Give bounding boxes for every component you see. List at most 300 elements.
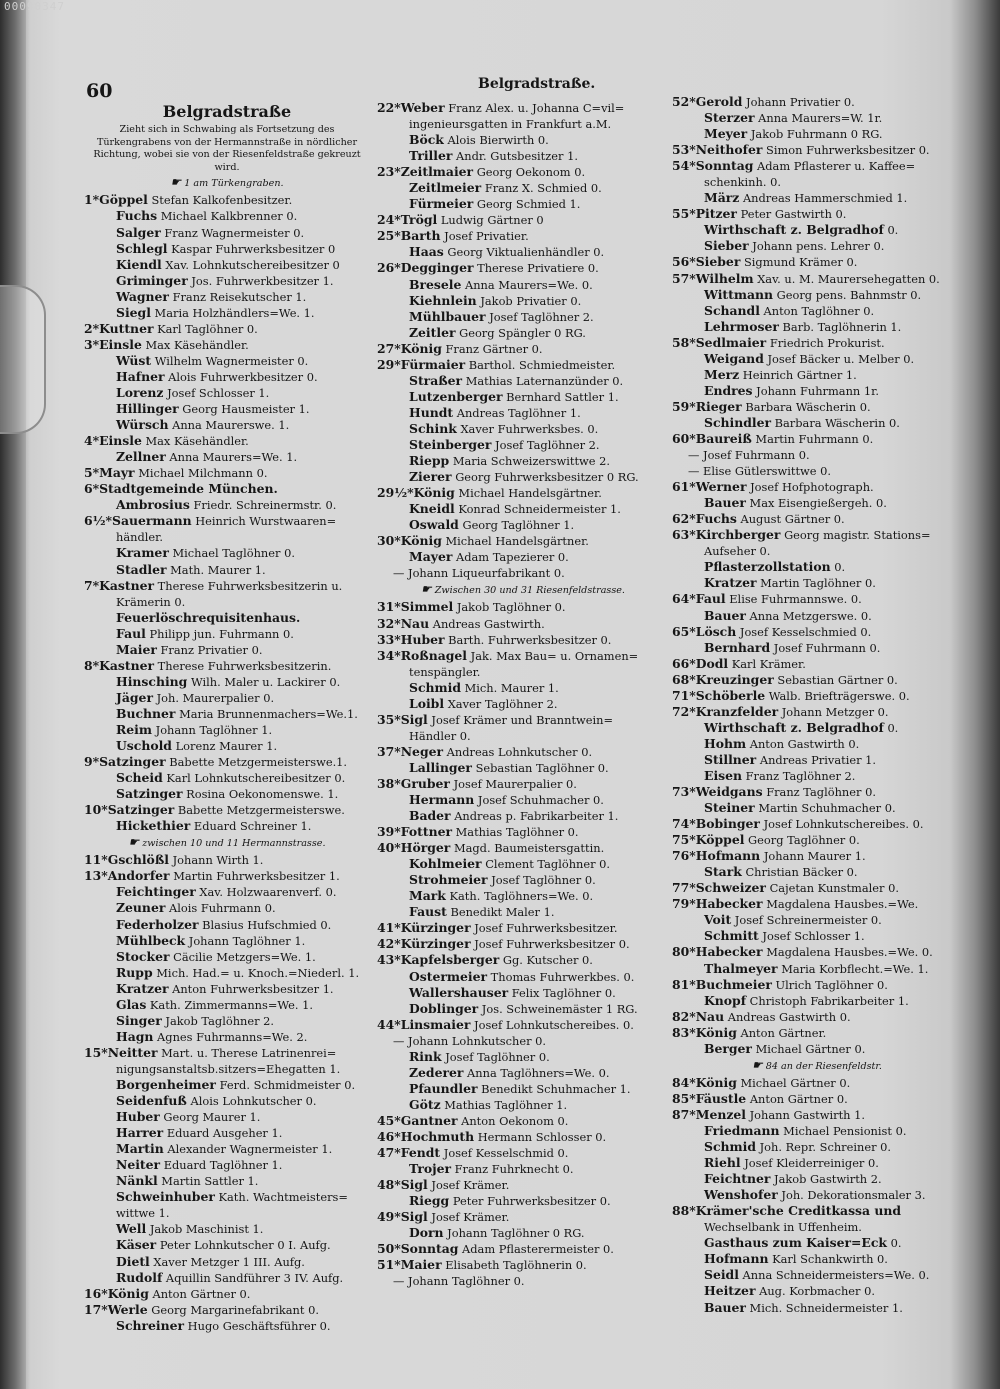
resident-name: Sigl: [400, 1177, 428, 1193]
directory-entry: [84, 610, 370, 626]
resident-name: Köppel: [695, 832, 745, 848]
resident-details: Konrad Schneidermeister 1.: [458, 502, 621, 517]
resident-details: Xaver Metzger 1 III. Aufg.: [153, 1254, 305, 1269]
resident-name: Hagn: [116, 1028, 154, 1044]
resident-name: Berger: [704, 1040, 752, 1056]
resident-details: Jakob Taglöhner 0.: [456, 600, 566, 615]
resident-name: Einsle: [99, 336, 142, 352]
house-number: 83*: [672, 1024, 696, 1040]
directory-entry: [377, 904, 669, 920]
directory-entry: [377, 888, 669, 904]
directory-entry: [672, 110, 962, 126]
resident-name: Ambrosius: [116, 497, 190, 513]
directory-entry: [377, 485, 669, 501]
resident-name: Nau: [695, 1008, 725, 1024]
resident-name: Strohmeier: [409, 872, 488, 888]
resident-details: Karl Krämer.: [731, 656, 806, 671]
resident-name: Hillinger: [116, 401, 179, 417]
resident-details: Georg Oekonom 0.: [476, 165, 586, 180]
directory-entry: [84, 241, 370, 257]
resident-details: Friedr. Schreinermstr. 0.: [193, 498, 337, 513]
resident-details: Andreas p. Fabrikarbeiter 1.: [454, 809, 619, 824]
directory-entry: [84, 658, 370, 674]
directory-entry: [672, 495, 962, 511]
resident-details: Magdalena Hausbes.=We.: [766, 897, 919, 912]
resident-details: Peter Fuhrwerksbesitzer 0.: [452, 1194, 611, 1209]
house-number: 47*: [377, 1145, 401, 1161]
directory-entry: [84, 965, 370, 981]
resident-name: Rudolf: [116, 1269, 163, 1285]
resident-details: Georg Hausmeister 1.: [182, 402, 310, 417]
resident-details: 0.: [834, 560, 846, 575]
resident-name: Schreiner: [116, 1317, 185, 1333]
resident-details: Math. Maurer 1.: [170, 562, 266, 577]
resident-details: Magdalena Hausbes.=We. 0.: [766, 945, 933, 960]
resident-details: Johann Gastwirth 1.: [749, 1107, 865, 1122]
resident-name: Glas: [116, 996, 147, 1012]
resident-details: Johann Metzger 0.: [781, 704, 889, 719]
directory-entry: [377, 437, 669, 453]
house-number: 15*: [84, 1044, 108, 1060]
directory-entry: [672, 238, 962, 254]
resident-details: Heinrich Wurstwaaren=: [195, 514, 337, 529]
directory-entry: [672, 367, 962, 383]
directory-entry: [84, 1270, 370, 1286]
house-number: 50*: [377, 1241, 401, 1257]
directory-entry: [672, 912, 962, 928]
resident-name: Fuchs: [695, 511, 737, 527]
directory-entry: [377, 148, 669, 164]
resident-name: Andorfer: [107, 868, 170, 884]
directory-entry: [84, 770, 370, 786]
resident-details: Michael Handelsgärtner.: [445, 534, 589, 549]
resident-details: Maria Holzhändlers=We. 1.: [154, 305, 315, 320]
street-title: Belgradstraße: [162, 102, 292, 121]
directory-entry: [377, 952, 669, 968]
resident-name: Haas: [409, 244, 444, 260]
directory-entry: [377, 100, 669, 116]
entry-dash-line: — Johann Taglöhner 0.: [393, 1274, 525, 1289]
resident-name: Hofmann: [695, 848, 761, 864]
resident-name: Faul: [116, 625, 146, 641]
directory-entry: [672, 864, 962, 880]
directory-entry: [377, 696, 669, 712]
house-number: 71*: [672, 687, 696, 703]
resident-name: Baureiß: [695, 430, 752, 446]
house-number: 60*: [672, 430, 696, 446]
directory-entry: [377, 164, 669, 180]
resident-name: Uschold: [116, 738, 172, 754]
resident-details: Franz Wagnermeister 0.: [164, 225, 305, 240]
entry-continuation: wittwe 1.: [116, 1206, 170, 1221]
house-number: 26*: [377, 260, 401, 276]
resident-details: Alois Fuhrwerkbesitzer 0.: [168, 369, 318, 384]
resident-name: Eisen: [704, 767, 743, 783]
directory-entry: [672, 720, 962, 736]
resident-name: Weigand: [704, 350, 764, 366]
directory-entry: [377, 517, 669, 533]
page-number: 60: [86, 80, 113, 102]
resident-details: Kath. Wachtmeisters=: [218, 1190, 348, 1205]
directory-entry: [377, 501, 669, 517]
resident-details: Peter Lohnkutscher 0 I. Aufg.: [159, 1238, 331, 1253]
directory-entry: [377, 228, 669, 244]
resident-name: Loibl: [409, 695, 445, 711]
resident-details: Josef Schreinermeister 0.: [734, 913, 882, 928]
entry-continuation: schenkinh. 0.: [704, 175, 781, 190]
directory-entry: [377, 760, 669, 776]
resident-details: Therese Privatiere 0.: [477, 261, 599, 276]
resident-details: Josef Kleiderreiniger 0.: [744, 1156, 879, 1171]
resident-details: Aug. Korbmacher 0.: [759, 1284, 875, 1299]
resident-name: Satzinger: [99, 754, 166, 770]
resident-name: Bobinger: [695, 816, 760, 832]
resident-details: Max Eisengießergeh. 0.: [749, 496, 887, 511]
resident-details: Franz X. Schmied 0.: [484, 181, 602, 196]
directory-entry: [672, 1123, 962, 1139]
resident-details: Josef Schlosser 1.: [167, 385, 270, 400]
directory-entry: [84, 981, 370, 997]
resident-name: Lallinger: [409, 759, 472, 775]
directory-entry: [672, 271, 962, 287]
house-number: 53*: [672, 142, 696, 158]
house-number: 76*: [672, 848, 696, 864]
resident-details: Johann Taglöhner 1.: [155, 722, 273, 737]
resident-name: Wenshofer: [704, 1187, 778, 1203]
resident-name: Hohm: [704, 735, 747, 751]
resident-details: Therese Fuhrwerksbesitzerin u.: [157, 578, 343, 593]
directory-entry: [84, 884, 370, 900]
resident-details: Mich. Maurer 1.: [464, 680, 559, 695]
directory-entry: [672, 656, 962, 672]
resident-details: Franz Privatier 0.: [160, 642, 263, 657]
entry-continuation: ingenieursgatten in Frankfurt a.M.: [409, 117, 612, 132]
resident-details: Anna Taglöhners=We. 0.: [467, 1065, 610, 1080]
directory-entry: [672, 1025, 962, 1041]
resident-details: Franz Gärtner 0.: [445, 341, 543, 356]
resident-details: Anton Gärtner 0.: [152, 1286, 251, 1301]
house-number: 25*: [377, 228, 401, 244]
resident-details: Johann Wirth 1.: [172, 853, 264, 868]
resident-name: Fürmaier: [400, 356, 466, 372]
resident-details: Xav. Holzwaarenverf. 0.: [199, 885, 337, 900]
book-binding: [0, 0, 26, 1389]
resident-name: Mark: [409, 888, 446, 904]
house-number: 46*: [377, 1129, 401, 1144]
resident-details: Karl Schankwirth 0.: [772, 1252, 888, 1267]
resident-details: Jak. Max Bau= u. Ornamen=: [470, 648, 639, 663]
directory-entry: [377, 808, 669, 824]
resident-details: Babette Metzgermeisterswe.: [177, 803, 345, 818]
resident-name: Trögl: [400, 212, 438, 228]
directory-entry: [84, 513, 370, 529]
house-number: 29*: [377, 356, 401, 372]
resident-details: Maria Korbflecht.=We. 1.: [781, 961, 929, 976]
house-number: 72*: [672, 703, 696, 719]
resident-details: Xaver Taglöhner 2.: [447, 696, 558, 711]
entry-dash-line: — Josef Fuhrmann 0.: [688, 448, 810, 463]
resident-details: Max Käsehändler.: [145, 434, 249, 449]
entry-continuation: Händler 0.: [409, 728, 471, 743]
directory-entry: [84, 738, 370, 754]
directory-entry: [672, 303, 962, 319]
resident-details: Cajetan Kunstmaler 0.: [769, 881, 899, 896]
resident-name: Lösch: [695, 623, 737, 639]
resident-name: Neger: [400, 743, 444, 759]
resident-details: Georg Schmied 1.: [476, 197, 581, 212]
resident-name: Kranzfelder: [695, 703, 779, 719]
resident-name: Kapfelsberger: [400, 952, 500, 968]
directory-entry: [84, 626, 370, 642]
resident-name: Gruber: [400, 775, 450, 791]
resident-details: Franz Fuhrknecht 0.: [454, 1162, 574, 1177]
column-1: [84, 100, 370, 1334]
directory-entry: [672, 158, 962, 174]
entry-continuation: händler.: [116, 530, 163, 545]
house-number: 68*: [672, 671, 696, 687]
resident-name: Borgenheimer: [116, 1077, 216, 1092]
resident-details: Simon Fuhrwerksbesitzer 0.: [766, 143, 930, 158]
house-number: 80*: [672, 944, 696, 960]
resident-name: Hofmann: [704, 1251, 769, 1267]
resident-details: Xav. Lohnkutschereibesitzer 0: [165, 257, 340, 272]
resident-details: Michael Gärtner 0.: [755, 1041, 866, 1056]
house-number: 75*: [672, 832, 696, 848]
directory-entry: [672, 1155, 962, 1171]
resident-name: Krämer'sche Creditkassa und: [695, 1203, 902, 1219]
resident-details: Josef Bäcker u. Melber 0.: [767, 351, 915, 366]
resident-details: Karl Lohnkutschereibesitzer 0.: [166, 771, 346, 786]
resident-name: Pflasterzollstation: [704, 559, 831, 575]
directory-entry: [672, 688, 962, 704]
house-number: 39*: [377, 824, 401, 840]
resident-details: Johann Maurer 1.: [763, 849, 866, 864]
resident-name: Bauer: [704, 1299, 746, 1315]
directory-entry: [84, 1318, 370, 1334]
directory-entry: [84, 949, 370, 965]
resident-details: Johann pens. Lehrer 0.: [752, 239, 885, 254]
directory-entry: [672, 511, 962, 527]
resident-details: Babette Metzgermeisterswe.1.: [169, 755, 348, 770]
resident-details: Heinrich Gärtner 1.: [742, 367, 857, 382]
resident-details: Benedikt Maler 1.: [450, 905, 555, 920]
resident-name: Sieber: [704, 238, 749, 254]
resident-name: Endres: [704, 382, 753, 398]
house-number: 57*: [672, 270, 696, 286]
resident-details: Josef Privatier.: [444, 229, 529, 244]
resident-name: Wilhelm: [695, 270, 754, 286]
directory-entry: [672, 126, 962, 142]
directory-entry: [672, 190, 962, 206]
resident-name: Schweizer: [695, 880, 766, 896]
resident-details: Clement Taglöhner 0.: [485, 857, 611, 872]
resident-details: Maria Brunnenmachers=We.1.: [179, 706, 358, 721]
house-number: 82*: [672, 1008, 696, 1024]
house-number: 51*: [377, 1257, 401, 1273]
resident-details: Andreas Gastwirth.: [432, 616, 545, 631]
resident-name: Sauermann: [112, 513, 192, 529]
directory-entry: [84, 1254, 370, 1270]
resident-details: Josef Kesselschmied 0.: [739, 624, 872, 639]
directory-entry: [84, 722, 370, 738]
house-number: 73*: [672, 784, 696, 800]
resident-details: Rosina Oekonomenswe. 1.: [186, 787, 339, 802]
directory-entry: [84, 1286, 370, 1302]
directory-entry: [672, 640, 962, 656]
resident-name: Mayer: [409, 549, 453, 565]
resident-details: Elise Fuhrmannswe. 0.: [729, 592, 862, 607]
resident-details: Josef Krämer.: [431, 1178, 510, 1193]
resident-name: Mühlbauer: [409, 308, 486, 324]
resident-name: König: [400, 533, 442, 549]
pointing-hand-icon: ☛: [420, 582, 432, 597]
directory-entry: [377, 632, 669, 648]
directory-entry: [84, 1237, 370, 1253]
directory-entry: [377, 260, 669, 276]
resident-details: Ulrich Taglöhner 0.: [775, 977, 888, 992]
directory-entry: [84, 1029, 370, 1045]
directory-entry: [672, 1187, 962, 1203]
resident-name: Wagner: [116, 288, 169, 304]
directory-entry: [84, 305, 370, 321]
resident-name: Linsmaier: [400, 1016, 471, 1032]
resident-name: Simmel: [400, 599, 454, 615]
pointing-hand-icon: ☛: [752, 1057, 763, 1072]
resident-name: Zeuner: [116, 900, 166, 916]
resident-details: Ferd. Schmidmeister 0.: [219, 1078, 356, 1092]
resident-name: Gschlößl: [107, 852, 169, 868]
entry-dash-line: — Elise Gütlerswittwe 0.: [688, 464, 832, 479]
resident-details: Josef Maurerpalier 0.: [453, 776, 577, 791]
resident-details: Andreas Privatier 1.: [759, 752, 877, 767]
resident-name: Meyer: [704, 126, 748, 142]
house-number: 44*: [377, 1016, 401, 1032]
resident-details: Andreas Gastwirth 0.: [727, 1009, 851, 1024]
resident-name: Gantner: [400, 1112, 458, 1128]
directory-entry: [672, 1139, 962, 1155]
directory-entry: [672, 575, 962, 591]
house-number: 49*: [377, 1209, 401, 1225]
directory-entry: [377, 1145, 669, 1161]
house-number: 8*: [84, 657, 100, 673]
resident-name: Heitzer: [704, 1283, 756, 1299]
resident-name: Riepp: [409, 453, 450, 469]
resident-name: Zeitlmaier: [400, 164, 474, 180]
resident-details: Philipp jun. Fuhrmann 0.: [149, 626, 294, 641]
directory-entry: [84, 481, 370, 497]
directory-entry: [377, 648, 669, 664]
resident-details: Sebastian Gärtner 0.: [777, 672, 898, 687]
resident-name: Steinberger: [409, 436, 492, 452]
house-number: 1*: [84, 192, 100, 208]
resident-details: Jakob Taglöhner 2.: [165, 1013, 275, 1028]
directory-entry: [84, 690, 370, 706]
directory-entry: [672, 1091, 962, 1107]
directory-entry: [377, 421, 669, 437]
directory-entry: [672, 94, 962, 110]
directory-entry: [84, 257, 370, 273]
resident-details: Wilh. Maler u. Lackirer 0.: [190, 674, 341, 689]
resident-details: Felix Taglöhner 0.: [511, 985, 616, 1000]
resident-name: Kuttner: [99, 320, 154, 336]
resident-name: Thalmeyer: [704, 960, 778, 976]
resident-name: Dietl: [116, 1253, 150, 1269]
house-number: 24*: [377, 212, 401, 228]
resident-name: Wittmann: [704, 286, 774, 302]
resident-name: Sieber: [695, 254, 741, 270]
resident-details: Georg Margarinefabrikant 0.: [151, 1302, 319, 1317]
resident-details: Jakob Privatier 0.: [480, 293, 582, 308]
house-number: 6*: [84, 481, 100, 497]
directory-entry: [377, 357, 669, 373]
directory-entry: [672, 1009, 962, 1025]
resident-name: Knopf: [704, 992, 747, 1008]
directory-entry: [377, 920, 669, 936]
resident-name: Zeitler: [409, 324, 456, 340]
resident-name: Mayr: [99, 465, 135, 481]
directory-entry: [672, 800, 962, 816]
resident-name: König: [413, 485, 455, 501]
directory-entry: [377, 1081, 669, 1097]
resident-name: Mühlbeck: [116, 932, 186, 948]
directory-entry: [672, 896, 962, 912]
resident-details: Therese Fuhrwerksbesitzerin.: [157, 658, 332, 673]
resident-details: Franz Alex. u. Johanna C=vil=: [448, 101, 625, 115]
resident-details: Josef Hofphotograph.: [750, 480, 874, 495]
house-number: 32*: [377, 615, 401, 631]
resident-name: Sterzer: [704, 110, 755, 126]
resident-details: Alois Fuhrmann 0.: [168, 901, 276, 916]
resident-details: Andr. Gutsbesitzer 1.: [456, 149, 578, 164]
house-number: 52*: [672, 94, 696, 109]
resident-details: Kath. Zimmermanns=We. 1.: [149, 997, 314, 1012]
resident-name: Zederer: [409, 1064, 464, 1080]
directory-entry: [377, 1209, 669, 1225]
directory-entry: [377, 1177, 669, 1193]
resident-name: Stadler: [116, 561, 167, 577]
resident-details: Barthol. Schmiedmeister.: [468, 357, 616, 372]
section-note: [377, 581, 669, 599]
resident-name: Riegg: [409, 1193, 450, 1209]
resident-details: Alexander Wagnermeister 1.: [167, 1142, 333, 1157]
resident-details: Barth. Fuhrwerksbesitzer 0.: [448, 632, 612, 647]
resident-details: Aquillin Sandführer 3 IV. Aufg.: [165, 1270, 344, 1285]
resident-details: Martin Taglöhner 0.: [760, 576, 876, 591]
resident-name: Oswald: [409, 517, 459, 533]
resident-details: Jos. Schweinemäster 1 RG.: [481, 1001, 638, 1016]
directory-entry: [672, 335, 962, 351]
resident-details: Walb. Briefträgerswe. 0.: [768, 688, 910, 703]
section-note: [84, 834, 370, 852]
directory-entry: [377, 840, 669, 856]
directory-entry: [377, 469, 669, 485]
resident-name: Sedlmaier: [695, 334, 767, 350]
directory-entry: [84, 1221, 370, 1237]
resident-details: Johann Fuhrmann 1r.: [756, 383, 879, 398]
resident-details: Barbara Wäscherin 0.: [745, 399, 871, 414]
resident-name: Schmid: [704, 1139, 756, 1155]
resident-details: Josef Krämer und Branntwein=: [431, 712, 614, 727]
house-number: 81*: [672, 976, 696, 992]
directory-entry: [84, 1141, 370, 1157]
resident-details: Anna Maurers=We. 0.: [464, 277, 593, 292]
directory-entry: [377, 616, 669, 632]
resident-name: Käser: [116, 1237, 157, 1253]
directory-entry: [672, 880, 962, 896]
resident-details: Bernhard Sattler 1.: [506, 389, 619, 404]
resident-name: Kiendl: [116, 256, 162, 272]
resident-name: Bader: [409, 808, 451, 824]
